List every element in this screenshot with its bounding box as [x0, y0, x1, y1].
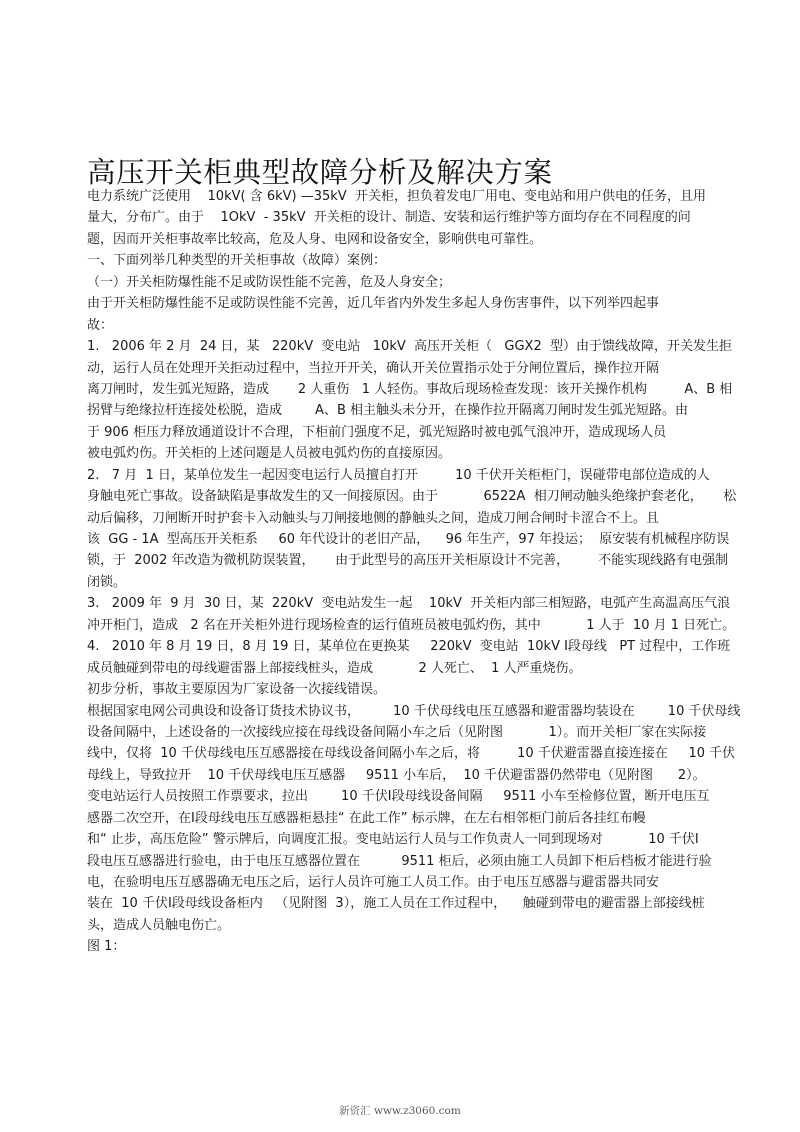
case-2-line: 身触电死亡事故。设备缺陷是事故发生的又一间接原因。由于 6522A 相刀闸动触头绝缘护套老化， 松 — [87, 489, 737, 505]
document-body — [87, 186, 747, 958]
paragraph-line: 根据国家电网公司典设和设备订货技术协议书， 10 千伏母线电压互感器和避雷器均装设在 10 千伏母线 — [87, 703, 741, 719]
case-4-line: 成员触碰到带电的母线避雷器上部接线桩头，造成 2 人死亡、 1 人严重烧伤。 — [87, 660, 582, 676]
paragraph-line: 和“ 止步，高压危险” 警示牌后，向调度汇报。变电站运行人员与工作负责人一同到现场对 10 千伏Ⅰ — [87, 832, 699, 848]
figure-label: 图 1： — [87, 939, 126, 955]
case-1-line: 于 906 柜压力释放通道设计不合理，下柜前门强度不足，弧光短路时被电弧气浪冲开，造成现场人员 — [87, 424, 667, 440]
case-1-line: 被电弧灼伤。开关柜的上述问题是人员被电弧灼伤的直接原因。 — [87, 446, 452, 462]
paragraph-line: 段电压互感器进行验电，由于电压互感器位置在 9511 柜后，必须由施工人员卸下柜后档板才能进行验 — [87, 853, 712, 869]
paragraph-line: 感器二次空开，在Ⅰ段母线电压互感器柜悬挂“ 在此工作” 标示牌，在左右相邻柜门前后各挂红布幔 — [87, 810, 646, 826]
case-2-line: 锁，于 2002 年改造为微机防误装置， 由于此型号的高压开关柜原设计不完善， 不能实现线路有电强制 — [87, 553, 729, 569]
case-2-line: 动后偏移，刀闸断开时护套卡入动触头与刀闸接地侧的静触头之间，造成刀闸合闸时卡涩合不上。且 — [87, 510, 660, 526]
case-4-line: 4. 2010 年 8 月 19 日，8 月 19 日，某单位在更换某 220kV 变电站 10kV Ⅰ段母线 PT 过程中，工作班 — [87, 639, 731, 655]
paragraph-line: 故： — [87, 317, 114, 333]
paragraph-line: 由于开关柜防爆性能不足或防误性能不完善，近几年省内外发生多起人身伤害事件，以下列举四起事 — [87, 296, 660, 312]
case-2-line: 2. 7 月 1 日，某单位发生一起因变电运行人员擅自打开 10 千伏开关柜柜门，误碰带电部位造成的人 — [87, 467, 710, 483]
paragraph-line: 设备间隔中，上述设备的一次接线应接在母线设备间隔小车之后（见附图 1）。而开关柜厂家在实际接 — [87, 724, 707, 740]
footer-watermark: 新资汇 www.z3060.com — [339, 1105, 461, 1117]
paragraph-line: 母线上，导致拉开 10 千伏母线电压互感器 9511 小车后， 10 千伏避雷器仍然带电（见附图 2）。 — [87, 767, 706, 783]
section-heading: 一、下面列举几种类型的开关柜事故（故障）案例： — [87, 253, 387, 269]
paragraph-line: 量大，分布广。由于 1OkV - 35kV 开关柜的设计、制造、安装和运行维护等方面均存在不同程度的问 — [87, 210, 691, 226]
paragraph-line: 初步分析，事故主要原因为厂家设备一次接线错误。 — [87, 682, 387, 698]
case-1-line: 1. 2006 年 2 月 24 日，某 220kV 变电站 10kV 高压开关柜（ GGX2 型）由于馈线故障，开关发生拒 — [87, 339, 732, 355]
case-1-line: 拐臂与绝缘拉杆连接处松脱，造成 A、B 相主触头未分开，在操作拉开隔离刀闸时发生弧光短路。由 — [87, 403, 689, 419]
paragraph-line: 题，因而开关柜事故率比较高，危及人身、电网和设备安全，影响供电可靠性。 — [87, 231, 543, 247]
subsection-heading: （一）开关柜防爆性能不足或防误性能不完善，危及人身安全； — [87, 274, 452, 290]
paragraph-line: 变电站运行人员按照工作票要求，拉出 10 千伏Ⅰ段母线设备间隔 9511 小车至检修位置，断开电压互 — [87, 789, 710, 805]
case-1-line: 离刀闸时，发生弧光短路，造成 2 人重伤 1 人轻伤。事故后现场检查发现：该开关操作机构 A、B 相 — [87, 381, 733, 397]
document-title: 高压开关柜典型故障分析及解决方案 — [87, 156, 553, 190]
case-2-line: 闭锁。 — [87, 574, 127, 590]
paragraph-line: 电力系统广泛使用 10kV( 含 6kV) —35kV 开关柜，担负着发电厂用电、变电站和用户供电的任务，且用 — [87, 189, 706, 204]
paragraph-line: 装在 10 千伏Ⅰ段母线设备柜内 （见附图 3），施工人员在工作过程中， 触碰到带电的避雷器上部接线桩 — [87, 896, 705, 912]
case-1-line: 动，运行人员在处理开关拒动过程中，当拉开开关，确认开关位置指示处于分闸位置后，操作拉开隔 — [87, 360, 660, 376]
case-3-line: 冲开柜门，造成 2 名在开关柜外进行现场检查的运行值班员被电弧灼伤，其中 1 人于 10 月 1 日死亡。 — [87, 617, 736, 633]
paragraph-line: 线中，仅将 10 千伏母线电压互感器接在母线设备间隔小车之后，将 10 千伏避雷器直接连接在 10 千伏 — [87, 746, 736, 762]
case-3-line: 3. 2009 年 9 月 30 日，某 220kV 变电站发生一起 10kV 开关柜内部三相短路，电弧产生高温高压气浪 — [87, 596, 731, 612]
case-2-line: 该 GG - 1A 型高压开关柜系 60 年代设计的老旧产品， 96 年生产，97 年投运； 原安装有机械程序防误 — [87, 532, 730, 547]
paragraph-line: 电，在验明电压互感器确无电压之后，运行人员许可施工人员工作。由于电压互感器与避雷器共同安 — [87, 875, 660, 890]
paragraph-line: 头，造成人员触电伤亡。 — [87, 917, 231, 933]
